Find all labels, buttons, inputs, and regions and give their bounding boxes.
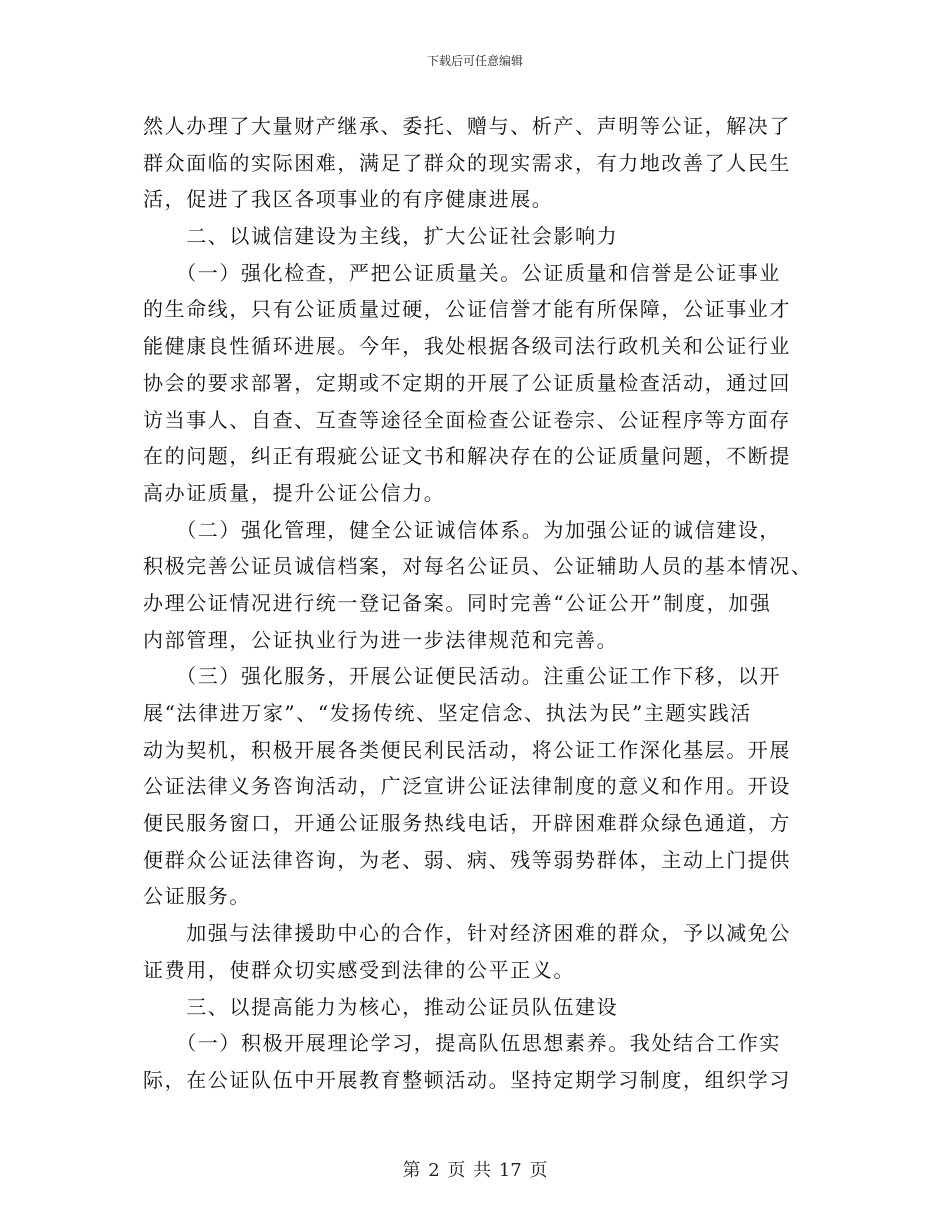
text-line: 证费用，使群众切实感受到法律的公平正义。 xyxy=(143,957,575,982)
text-line: （二）强化管理，健全公证诚信体系。为加强公证的诚信建设， xyxy=(143,517,781,542)
text-line: （三）强化服务，开展公证便民活动。注重公证工作下移，以开 xyxy=(143,664,781,689)
text-line: 能健康良性循环进展。今年，我处根据各级司法行政机关和公证行业 xyxy=(143,334,791,359)
text-line: 群众面临的实际困难，满足了群众的现实需求，有力地改善了人民生 xyxy=(143,150,791,175)
text-line: 然人办理了大量财产继承、委托、赠与、析产、声明等公证，解决了 xyxy=(143,114,791,138)
text-line: 协会的要求部署，定期或不定期的开展了公证质量检查活动，通过回 xyxy=(143,370,791,395)
text-line: 公证服务。 xyxy=(143,884,251,909)
text-line: 内部管理，公证执业行为进一步法律规范和完善。 xyxy=(143,627,619,652)
text-line: 际，在公证队伍中开展教育整顿活动。坚持定期学习制度，组织学习 xyxy=(143,1067,791,1092)
text-line: 高办证质量，提升公证公信力。 xyxy=(143,480,446,505)
page-header: 下载后可任意编辑 xyxy=(426,54,523,68)
page-number: 第 2 页 共 17 页 xyxy=(402,1160,548,1181)
document-body xyxy=(143,108,811,1099)
text-line: 动为契机，积极开展各类便民利民活动，将公证工作深化基层。开展 xyxy=(143,737,791,762)
section-heading: 二、以诚信建设为主线，扩大公证社会影响力 xyxy=(143,224,619,249)
section-heading: 三、以提高能力为核心，推动公证员队伍建设 xyxy=(143,994,619,1019)
text-line: 展“法律进万家”、“发扬传统、坚定信念、执法为民”主题实践活 xyxy=(143,701,752,725)
text-line: 在的问题，纠正有瑕疵公证文书和解决存在的公证质量问题，不断提 xyxy=(143,444,791,469)
text-line: 办理公证情况进行统一登记备案。同时完善“公证公开”制度，加强 xyxy=(143,590,772,615)
text-line: 访当事人、自查、互查等途径全面检查公证卷宗、公证程序等方面存 xyxy=(143,407,791,432)
text-line: 的生命线，只有公证质量过硬，公证信誉才能有所保障，公证事业才 xyxy=(143,297,791,322)
text-line: 便群众公证法律咨询，为老、弱、病、残等弱势群体，主动上门提供 xyxy=(143,847,791,872)
text-line: （一）强化检查，严把公证质量关。公证质量和信誉是公证事业 xyxy=(143,260,781,285)
text-line: 加强与法律援助中心的合作，针对经济困难的群众，予以减免公 xyxy=(143,921,791,946)
text-line: （一）积极开展理论学习，提高队伍思想素养。我处结合工作实 xyxy=(143,1031,781,1056)
text-line: 积极完善公证员诚信档案，对每名公证员、公证辅助人员的基本情况、 xyxy=(143,554,813,579)
text-line: 公证法律义务咨询活动，广泛宣讲公证法律制度的意义和作用。开设 xyxy=(143,774,791,799)
text-line: 活，促进了我区各项事业的有序健康进展。 xyxy=(143,187,554,212)
text-line: 便民服务窗口，开通公证服务热线电话，开辟困难群众绿色通道，方 xyxy=(143,811,791,836)
